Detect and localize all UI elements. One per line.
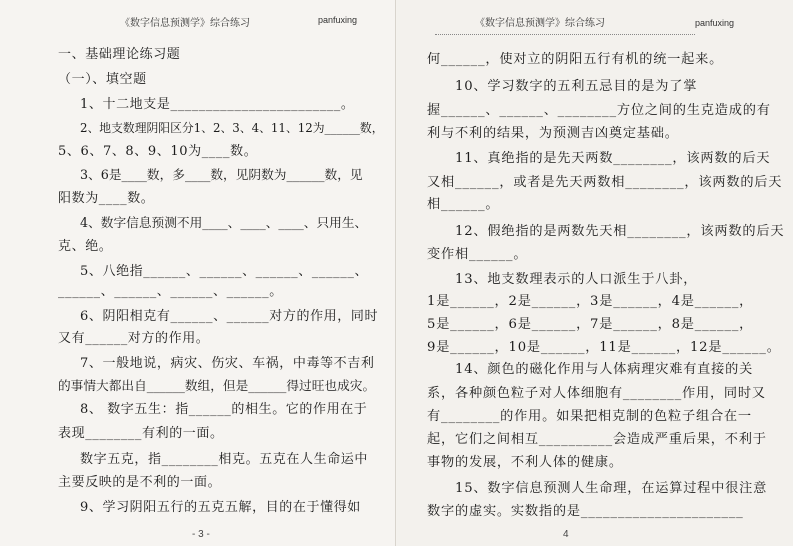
- left-header-author: panfuxing: [318, 15, 358, 25]
- section-heading: 一、基础理论练习题: [58, 47, 181, 62]
- question-line: 又有______对方的作用。: [58, 331, 210, 346]
- question-line: 11、真绝指的是先天两数________，该两数的后天: [455, 151, 771, 166]
- question-line: 克、绝。: [58, 239, 113, 254]
- question-line: 4、数字信息预测不用____、____、____、只用生、: [80, 215, 368, 230]
- question-line: 有________的作用。如果把相克制的色粒子组合在一: [427, 409, 752, 424]
- question-line: 9、学习阴阳五行的五克五解，目的在于懂得如: [80, 500, 361, 515]
- left-header-title: 《数字信息预测学》综合练习: [120, 18, 250, 29]
- question-line: 1是______，2是______，3是______，4是______，: [427, 294, 754, 309]
- question-line: 又相______，或者是先天两数相________，该两数的后天: [427, 175, 783, 190]
- right-header-title: 《数字信息预测学》综合练习: [475, 18, 605, 29]
- question-line: 6、阴阳相克有______、______对方的作用，同时: [80, 309, 379, 324]
- question-line: 9是______，10是______，11是______，12是______。: [427, 340, 781, 355]
- question-line: 1、十二地支是________________________。: [80, 97, 355, 112]
- question-line: 的事情大都出自______数组，但是______得过旺也成灾。: [58, 378, 376, 393]
- question-line: 数字五克，指________相克。五克在人生命运中: [80, 452, 369, 467]
- question-line: 变作相______。: [427, 247, 528, 262]
- subsection-heading: （一）、填空题: [58, 72, 147, 87]
- question-line: 握______、______、________方位之间的生克造成的有: [427, 103, 771, 118]
- question-line: 阳数为____数。: [58, 191, 155, 206]
- right-header-author: panfuxing: [695, 18, 735, 28]
- question-line: 10、学习数字的五利五忌目的是为了掌: [455, 79, 698, 94]
- question-line: 主要反映的是不利的一面。: [58, 475, 222, 490]
- question-line: 15、数字信息预测人生命理，在运算过程中很注意: [455, 481, 768, 496]
- question-line: 5、八绝指______、______、______、______、: [80, 264, 369, 279]
- left-page: [0, 0, 396, 546]
- question-line: ______、______、______、______。: [58, 284, 283, 299]
- question-line: 5是______，6是______，7是______，8是______，: [427, 317, 754, 332]
- question-line: 何______，使对立的阴阳五行有机的统一起来。: [427, 52, 724, 67]
- right-page-number: 4: [563, 529, 569, 540]
- question-line: 13、地支数理表示的人口派生于八卦，: [455, 272, 698, 287]
- question-line: 7、一般地说，病灾、伤灾、车祸，中毒等不吉利: [80, 356, 375, 371]
- left-page-number: - 3 -: [192, 529, 210, 540]
- header-rule: [435, 34, 695, 35]
- right-page: [397, 0, 793, 546]
- question-line: 起，它们之间相互__________会造成严重后果，不利于: [427, 432, 767, 447]
- question-line: 3、6是____数，多____数，见阴数为______数，见: [80, 167, 363, 182]
- question-line: 12、假绝指的是两数先天相________，该两数的后天: [455, 224, 785, 239]
- question-line: 数字的虚实。实数指的是______________________: [427, 504, 744, 519]
- question-line: 系，各种颜色粒子对人体细胞有________作用，同时又: [427, 386, 766, 401]
- question-line: 事物的发展，不利人体的健康。: [427, 455, 623, 470]
- question-line: 2、地支数理阴阳区分1、2、3、4、11、12为______数，: [80, 121, 384, 135]
- question-line: 8、 数字五生：指______的相生。它的作用在于: [80, 402, 368, 417]
- question-line: 14、颜色的磁化作用与人体病理灾难有直接的关: [455, 362, 754, 377]
- question-line: 利与不利的结果，为预测吉凶奠定基础。: [427, 126, 679, 141]
- question-line: 表现________有利的一面。: [58, 426, 224, 441]
- question-line: 5、6、7、8、9、10为____数。: [58, 144, 258, 159]
- question-line: 相______。: [427, 197, 500, 212]
